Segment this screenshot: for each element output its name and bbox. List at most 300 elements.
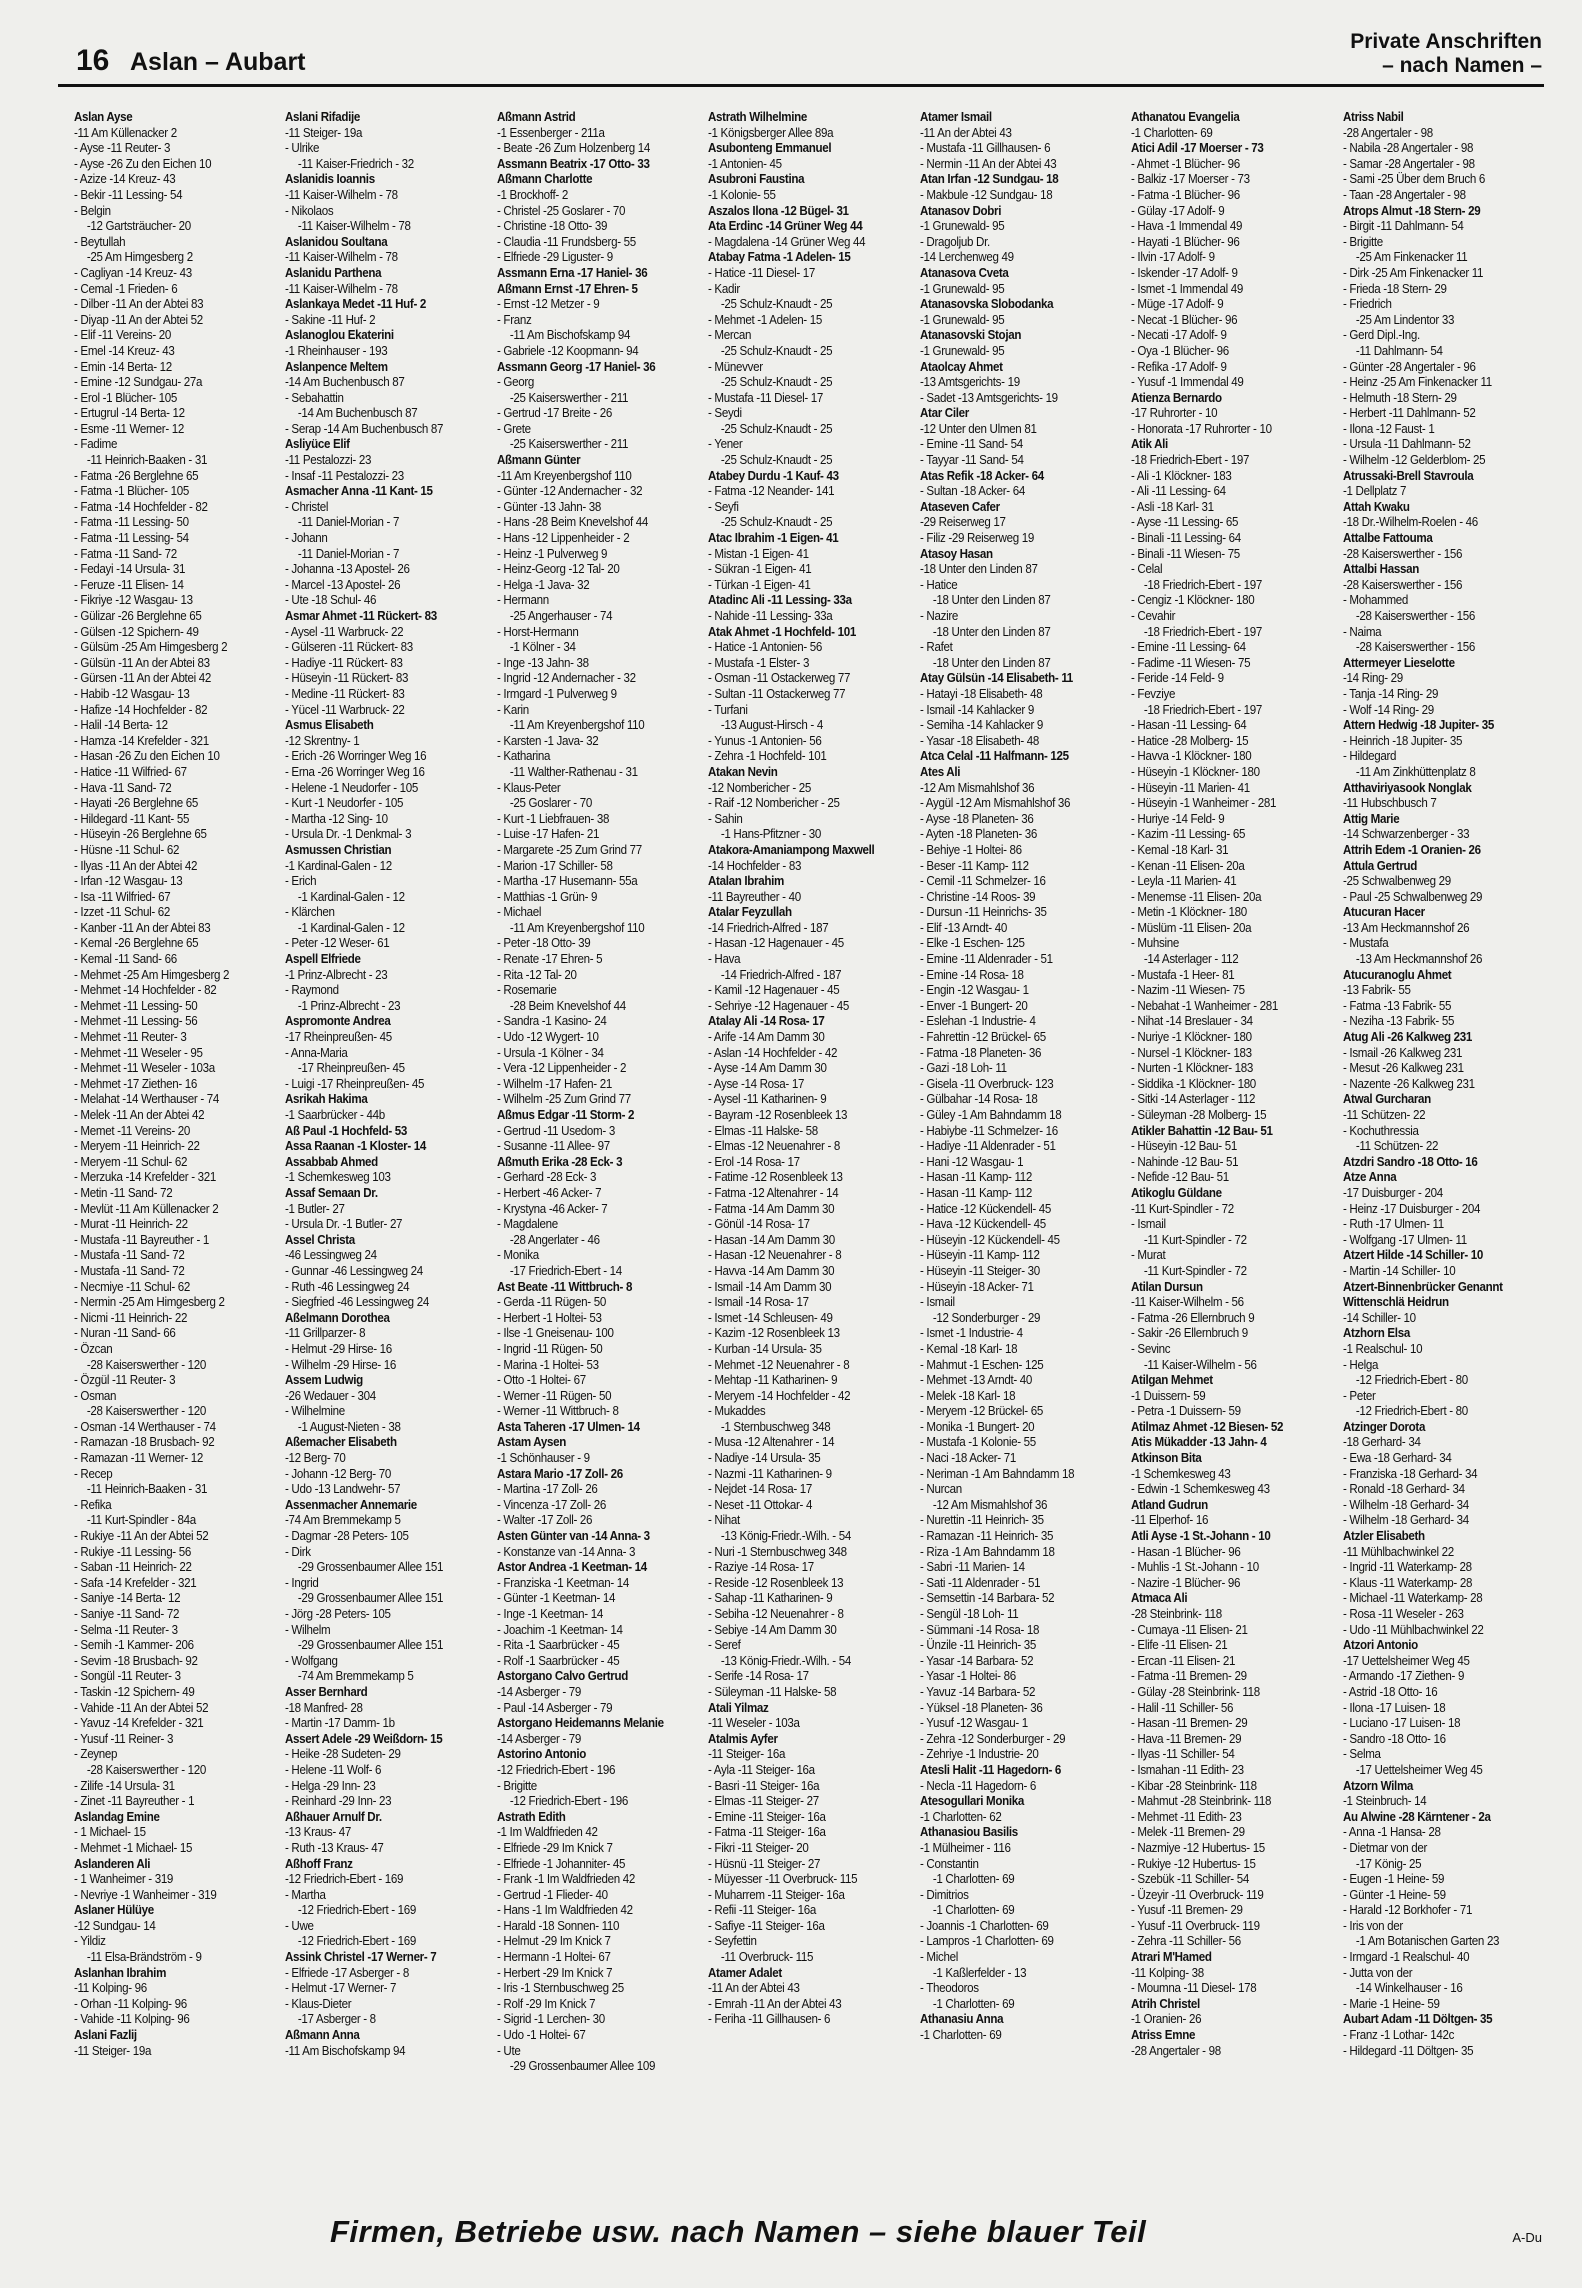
directory-entry: - Günter -13 Jahn- 38: [496, 499, 601, 514]
directory-entry: - Hasan -11 Lessing- 64: [1131, 718, 1247, 733]
surname-heading: Aslanidou Soultana: [285, 234, 388, 249]
directory-entry: - Havva -14 Am Damm 30: [708, 1263, 835, 1278]
surname-heading: Atrops Almut -18 Stern- 29: [1342, 203, 1480, 218]
directory-entry: - Günter -1 Heine- 59: [1342, 1887, 1446, 1902]
surname-heading: Aslanidis Ioannis: [285, 172, 376, 187]
address-line: -11 Kaiser-Wilhelm - 78: [298, 219, 412, 234]
address-line: -28 Kaiserswerther - 156: [1355, 640, 1475, 655]
directory-entry: - Elfriede -29 Im Knick 7: [496, 1840, 613, 1855]
directory-entry: - Moumna -11 Diesel- 178: [1131, 1981, 1257, 1996]
directory-entry: -11 Kaiser-Wilhelm - 78: [285, 281, 399, 296]
surname-heading: Atar Ciler: [919, 406, 969, 421]
directory-entry: - Fevziye: [1131, 686, 1176, 701]
directory-entry: - Hüsnü -11 Steiger- 27: [708, 1856, 821, 1871]
directory-entry: - Selma -11 Reuter- 3: [74, 1622, 178, 1637]
surname-heading: Atilan Dursun: [1131, 1279, 1203, 1294]
directory-entry: - Fahrettin -12 Brückel- 65: [919, 1030, 1046, 1045]
directory-entry: - Susanne -11 Allee- 97: [496, 1139, 610, 1154]
directory-entry: - Gülsüm -25 Am Himgesberg 2: [74, 640, 228, 655]
surname-heading: Aßhauer Arnulf Dr.: [285, 1809, 383, 1824]
footer-tag: A-Du: [1512, 2230, 1542, 2245]
directory-entry: - Elmas -12 Neuenahrer - 8: [708, 1139, 841, 1154]
directory-entry: - Helene -11 Wolf- 6: [285, 1762, 382, 1777]
directory-entry: - Nazire: [919, 609, 958, 623]
directory-entry: - Ertugrul -14 Berta- 12: [74, 406, 185, 421]
directory-entry: - Helga -1 Java- 32: [496, 577, 590, 592]
surname-heading: Ataseven Cafer: [919, 499, 1000, 514]
address-line: -11 Kurt-Spindler - 72: [1144, 1263, 1247, 1278]
directory-entry: - Müge -17 Adolf- 9: [1131, 297, 1224, 312]
directory-entry: - Claudia -11 Frundsberg- 55: [496, 234, 636, 249]
directory-entry: - Christel: [285, 499, 329, 514]
directory-entry: - Sandro -18 Otto- 16: [1342, 1731, 1446, 1746]
address-line: -13 August-Hirsch - 4: [721, 718, 824, 733]
surname-heading: Assmann Erna -17 Haniel- 36: [496, 265, 648, 280]
directory-entry: - Helmut -29 Im Knick 7: [496, 1934, 611, 1949]
directory-entry: - Ramazan -18 Brusbach- 92: [74, 1435, 215, 1450]
directory-entry: - Yunus -1 Antonien- 56: [708, 733, 822, 748]
directory-entry: -1 Prinz-Albrecht - 23: [285, 967, 388, 982]
directory-entry: - Rukiye -12 Hubertus- 15: [1131, 1856, 1256, 1871]
directory-entry: - Yildiz: [74, 1934, 106, 1949]
directory-entry: -11 Kurt-Spindler - 72: [1131, 1201, 1234, 1216]
address-line: -18 Unter den Linden 87: [932, 655, 1051, 670]
directory-entry: -1 Rheinhauser - 193: [285, 343, 388, 358]
address-line: -1 Am Botanischen Garten 23: [1355, 1934, 1499, 1949]
directory-entry: -11 Schützen- 22: [1342, 1108, 1425, 1122]
address-line: -17 Rheinpreußen- 45: [298, 1061, 406, 1076]
surname-heading: Atabey Durdu -1 Kauf- 43: [708, 468, 839, 483]
address-line: -11 Dahlmann- 54: [1355, 343, 1443, 358]
directory-entry: - Siegfried -46 Lessingweg 24: [285, 1295, 430, 1310]
address-line: -1 Prinz-Albrecht - 23: [298, 998, 401, 1013]
footer-note: Firmen, Betriebe usw. nach Namen – siehe blauer Teil: [330, 2214, 1147, 2249]
directory-entry: - Udo -1 Holtei- 67: [496, 2028, 586, 2043]
surname-heading: Attula Gertrud: [1342, 858, 1417, 873]
directory-entry: - Nurcan: [919, 1482, 962, 1497]
directory-entry: - Fatma -11 Steiger- 16a: [708, 1825, 826, 1840]
directory-entry: - Dietmar von der: [1342, 1840, 1427, 1855]
directory-entry: - Nuri -1 Sternbuschweg 348: [708, 1544, 848, 1559]
surname-heading: Atanasovska Slobodanka: [919, 297, 1054, 312]
directory-entry: - Ismet -1 Industrie- 4: [919, 1326, 1023, 1341]
directory-entry: - Hans -12 Lippenheider - 2: [496, 531, 630, 546]
directory-entry: -1 Butler- 27: [285, 1201, 345, 1216]
directory-entry: - Hermann -1 Holtei- 67: [496, 1950, 611, 1965]
directory-entry: - Vera -12 Lippenheider - 2: [496, 1061, 626, 1076]
directory-entry: - Rolf -29 Im Knick 7: [496, 1996, 596, 2011]
directory-entry: -14 Am Buchenbusch 87: [285, 375, 405, 390]
section-subtitle: – nach Namen –: [1382, 54, 1542, 77]
directory-entry: - Izzet -11 Schul- 62: [74, 905, 171, 920]
directory-entry: - Ute: [496, 2043, 521, 2058]
directory-entry: - Feruze -11 Elisen- 14: [74, 577, 184, 592]
directory-entry: - Martin -14 Schiller- 10: [1342, 1263, 1455, 1278]
directory-entry: - Marion -17 Schiller- 58: [496, 858, 613, 873]
directory-entry: - Ilyas -11 An der Abtei 42: [74, 858, 198, 873]
surname-heading: Aslanpence Meltem: [285, 359, 389, 374]
address-line: -1 August-Nieten - 38: [298, 1419, 402, 1434]
directory-entry: - Hasan -14 Am Damm 30: [708, 1232, 836, 1247]
surname-heading: Asmus Elisabeth: [285, 718, 374, 733]
directory-entry: -11 Kaiser-Wilhelm - 78: [285, 250, 399, 265]
surname-heading: Attah Kwaku: [1342, 499, 1410, 514]
directory-entry: -1 Oranien- 26: [1131, 2012, 1202, 2027]
directory-entry: - Diyap -11 An der Abtei 52: [74, 312, 203, 327]
directory-entry: - Lampros -1 Charlotten- 69: [919, 1934, 1054, 1949]
address-line: -13 König-Friedr.-Wilh. - 54: [721, 1529, 852, 1544]
directory-entry: - Jutta von der: [1342, 1965, 1412, 1980]
directory-entry: - Gabriele -12 Koopmann- 94: [496, 343, 639, 358]
directory-entry: -12 Friedrich-Ebert - 196: [496, 1762, 616, 1777]
directory-entry: - Sahap -11 Katharinen- 9: [708, 1591, 833, 1606]
directory-entry: - Bayram -12 Rosenbleek 13: [708, 1108, 848, 1122]
surname-heading: Atamer Adalet: [708, 1965, 783, 1980]
directory-entry: - Kemal -26 Berglehne 65: [74, 936, 199, 951]
directory-entry: - Hüseyin -1 Klöckner- 180: [1131, 764, 1260, 779]
directory-entry: - Szebük -11 Schiller- 54: [1131, 1872, 1250, 1887]
directory-entry: -11 Am Bischofskamp 94: [285, 2043, 406, 2058]
directory-entry: -1 Mülheimer - 116: [919, 1840, 1011, 1855]
directory-entry: - Hatice -1 Antonien- 56: [708, 640, 823, 655]
directory-entry: - Elife -11 Elisen- 21: [1131, 1638, 1228, 1653]
directory-entry: - Mustafa -11 Bayreuther - 1: [74, 1232, 210, 1247]
directory-entry: -28 Kaiserswerther - 156: [1342, 577, 1462, 592]
directory-entry: - Refii -11 Steiger- 16a: [708, 1903, 817, 1918]
directory-entry: - Marie -1 Heine- 59: [1342, 1996, 1440, 2011]
directory-entry: - Elfriede -29 Liguster- 9: [496, 250, 613, 265]
directory-entry: - Nazmi -11 Katharinen- 9: [708, 1466, 833, 1481]
directory-entry: - Marcel -13 Apostel- 26: [285, 577, 401, 592]
surname-heading: Atzinger Dorota: [1342, 1419, 1425, 1434]
directory-entry: - Siddika -1 Klöckner- 180: [1131, 1076, 1257, 1091]
directory-entry: - Franziska -18 Gerhard- 34: [1342, 1466, 1477, 1481]
address-line: -12 Friedrich-Ebert - 80: [1355, 1404, 1468, 1419]
directory-entry: - Gülseren -11 Rückert- 83: [285, 640, 414, 655]
directory-entry: - Zehra -1 Hochfeld- 101: [708, 749, 827, 764]
directory-entry: - Ayla -11 Steiger- 16a: [708, 1762, 816, 1777]
directory-entry: -11 Elperhof- 16: [1131, 1513, 1209, 1528]
directory-entry: - Monika -1 Bungert- 20: [919, 1419, 1035, 1434]
directory-entry: - Frieda -18 Stern- 29: [1342, 281, 1447, 296]
directory-entry: - Taskin -12 Spichern- 49: [74, 1684, 195, 1699]
directory-entry: - Ali -1 Klöckner- 183: [1131, 468, 1232, 483]
directory-entry: - Nevriye -1 Wanheimer - 319: [74, 1887, 217, 1902]
surname-heading: Atasoy Hasan: [919, 546, 993, 561]
surname-heading: Atesli Halit -11 Hagedorn- 6: [919, 1762, 1061, 1777]
directory-entry: - Irmgard -1 Realschul- 40: [1342, 1950, 1469, 1965]
directory-entry: - Binali -11 Wiesen- 75: [1131, 546, 1241, 561]
directory-entry: - Peter -12 Weser- 61: [285, 936, 390, 951]
directory-entry: - Karsten -1 Java- 32: [496, 733, 599, 748]
directory-entry: -11 An der Abtei 43: [919, 125, 1012, 140]
directory-entry: - Gülbahar -14 Rosa- 18: [919, 1092, 1038, 1107]
address-line: -11 Daniel-Morian - 7: [298, 515, 400, 530]
directory-entry: - Filiz -29 Reiserweg 19: [919, 531, 1034, 546]
directory-entry: - Wolfgang: [285, 1653, 339, 1668]
directory-entry: - Saban -11 Heinrich- 22: [74, 1560, 192, 1575]
surname-heading: Atalay Ali -14 Rosa- 17: [708, 1014, 825, 1029]
directory-entry: - Ursula Dr. -1 Butler- 27: [285, 1217, 403, 1232]
directory-entry: - Georg: [496, 375, 534, 390]
surname-heading: Atzorn Wilma: [1342, 1778, 1413, 1793]
directory-entry: - Günter -28 Angertaler - 96: [1342, 359, 1476, 374]
directory-entry: -1 Essenberger - 211a: [496, 125, 605, 140]
surname-heading: Atabay Fatma -1 Adelen- 15: [708, 250, 851, 265]
directory-entry: - Ursula -11 Dahlmann- 52: [1342, 437, 1471, 452]
directory-entry: - Ingrid: [285, 1575, 319, 1590]
address-line: -29 Grossenbaumer Allee 109: [509, 2059, 655, 2074]
directory-entry: - Semsettin -14 Barbara- 52: [919, 1591, 1054, 1606]
directory-entry: - Edwin -1 Schemkesweg 43: [1131, 1482, 1270, 1497]
directory-entry: - Ali -11 Lessing- 64: [1131, 484, 1226, 499]
directory-entry: - Kazim -11 Lessing- 65: [1131, 827, 1246, 842]
directory-entry: - Helmut -17 Werner- 7: [285, 1981, 397, 1996]
directory-entry: - Fikriye -12 Wasgau- 13: [74, 593, 193, 608]
directory-entry: - Hüseyin -1 Wanheimer - 281: [1131, 796, 1277, 811]
surname-heading: Aßmuth Erika -28 Eck- 3: [496, 1154, 623, 1169]
directory-entry: -28 Kaiserswerther - 156: [1342, 546, 1462, 561]
directory-entry: - Rita -12 Tal- 20: [496, 967, 577, 982]
directory-entry: - Hafize -14 Hochfelder - 82: [74, 702, 208, 717]
address-line: -25 Schulz-Knaudt - 25: [721, 515, 833, 530]
directory-entry: - Vahide -11 Kolping- 96: [74, 2012, 190, 2027]
surname-heading: Aß Paul -1 Hochfeld- 53: [285, 1123, 408, 1138]
directory-entry: - Uwe: [285, 1918, 315, 1933]
directory-entry: - Hans -28 Beim Knevelshof 44: [496, 515, 648, 530]
directory-entry: - Yusuf -11 Overbruck- 119: [1131, 1918, 1260, 1933]
address-line: -11 Kaiser-Wilhelm - 56: [1144, 1357, 1257, 1372]
directory-entry: - Udo -12 Wygert- 10: [496, 1030, 599, 1045]
directory-entry: -11 Am Küllenacker 2: [74, 125, 177, 140]
directory-entry: - Elif -11 Vereins- 20: [74, 328, 172, 343]
address-line: -28 Kaiserswerther - 120: [86, 1357, 207, 1372]
directory-entry: - Müyesser -11 Overbruck- 115: [708, 1872, 858, 1887]
directory-entry: - Nejdet -14 Rosa- 17: [708, 1482, 813, 1497]
directory-entry: - Nazim -11 Wiesen- 75: [1131, 983, 1245, 998]
directory-entry: - Dirk -25 Am Finkenacker 11: [1342, 265, 1483, 280]
address-line: -13 Am Heckmannshof 26: [1355, 952, 1482, 967]
directory-entry: - Herbert -11 Dahlmann- 52: [1342, 406, 1476, 421]
surname-heading: Atilgan Mehmet: [1131, 1373, 1213, 1388]
surname-heading: Atland Gudrun: [1131, 1497, 1209, 1512]
surname-heading: Athanasiou Basilis: [919, 1825, 1018, 1840]
directory-entry: - Yener: [708, 437, 743, 452]
directory-entry: - Krystyna -46 Acker- 7: [496, 1201, 608, 1216]
directory-entry: - Zehriye -1 Industrie- 20: [919, 1747, 1039, 1762]
directory-entry: - Taan -28 Angertaler - 98: [1342, 187, 1466, 202]
directory-entry: - Heinz -17 Duisburger - 204: [1342, 1201, 1480, 1216]
directory-entry: - Ursula Dr. -1 Denkmal- 3: [285, 827, 412, 842]
address-line: -12 Friedrich-Ebert - 196: [509, 1794, 628, 1809]
directory-entry: - Mehtap -11 Katharinen- 9: [708, 1373, 838, 1388]
directory-entry: - Johanna -13 Apostel- 26: [285, 562, 411, 577]
address-line: -11 Am Kreyenbergshof 110: [509, 920, 645, 935]
directory-entry: - Heinz-Georg -12 Tal- 20: [496, 562, 620, 577]
directory-entry: - Gazi -18 Loh- 11: [919, 1061, 1007, 1076]
directory-entry: - Nebahat -1 Wanheimer - 281: [1131, 998, 1279, 1013]
directory-entry: - Ilse -1 Gneisenau- 100: [496, 1326, 614, 1341]
address-line: -25 Schulz-Knaudt - 25: [721, 421, 833, 436]
address-line: -1 Sternbuschweg 348: [721, 1419, 831, 1434]
surname-heading: Atay Gülsün -14 Elisabeth- 11: [919, 671, 1073, 686]
directory-entry: - Ahmet -1 Blücher- 96: [1131, 156, 1240, 171]
surname-heading: Ast Beate -11 Wittbruch- 8: [496, 1279, 632, 1294]
directory-entry: - Hatayi -18 Elisabeth- 48: [919, 686, 1043, 701]
directory-entry: -1 Charlotten- 69: [1131, 125, 1213, 140]
directory-entry: - Hatice -12 Kückendell- 45: [919, 1201, 1051, 1216]
address-line: -25 Am Himgesberg 2: [86, 250, 193, 265]
directory-entry: - Franz -1 Lothar- 142c: [1342, 2028, 1454, 2043]
surname-heading: Atac Ibrahim -1 Eigen- 41: [708, 531, 839, 546]
directory-entry: - Mehmet -11 Lessing- 50: [74, 998, 198, 1013]
directory-entry: - Mohammed: [1342, 593, 1408, 608]
directory-entry: - Nazente -26 Kalkweg 231: [1342, 1076, 1475, 1091]
page-range: Aslan – Aubart: [130, 48, 306, 76]
directory-entry: -1 Antonien- 45: [708, 156, 783, 171]
directory-entry: - Renate -17 Ehren- 5: [496, 952, 603, 967]
surname-heading: Asubroni Faustina: [708, 172, 805, 187]
directory-entry: - Ercan -11 Elisen- 21: [1131, 1653, 1236, 1668]
address-line: -25 Am Finkenacker 11: [1355, 250, 1467, 265]
surname-heading: Atis Mükadder -13 Jahn- 4: [1131, 1435, 1267, 1450]
directory-entry: -11 Steiger- 19a: [285, 125, 363, 140]
directory-entry: - Wilhelm -29 Hirse- 16: [285, 1357, 397, 1372]
directory-entry: - Luigi -17 Rheinpreußen- 45: [285, 1076, 425, 1091]
directory-entry: -14 Lerchenweg 49: [919, 250, 1014, 265]
directory-entry: -13 Kraus- 47: [285, 1825, 352, 1840]
directory-entry: - Hamza -14 Krefelder - 321: [74, 733, 209, 748]
directory-entry: - Fatma -26 Berglehne 65: [74, 468, 199, 483]
directory-entry: - Kibar -28 Steinbrink- 118: [1131, 1778, 1257, 1793]
directory-entry: - Bekir -11 Lessing- 54: [74, 187, 183, 202]
directory-entry: - Gülay -28 Steinbrink- 118: [1131, 1684, 1261, 1699]
directory-entry: - Dimitrios: [919, 1887, 969, 1902]
directory-entry: - Süleyman -11 Halske- 58: [708, 1684, 837, 1699]
directory-entry: - Memet -11 Vereins- 20: [74, 1123, 191, 1138]
address-line: -11 Overbruck- 115: [721, 1950, 814, 1965]
address-line: -18 Unter den Linden 87: [932, 624, 1051, 639]
directory-entry: - Harald -12 Borkhofer - 71: [1342, 1903, 1472, 1918]
directory-entry: - Michael -11 Waterkamp- 28: [1342, 1591, 1482, 1606]
directory-entry: - Kemal -18 Karl- 18: [919, 1341, 1017, 1356]
directory-entry: - Brigitte: [496, 1778, 537, 1793]
address-line: -11 Am Bischofskamp 94: [509, 328, 630, 343]
surname-heading: Aslanhan Ibrahim: [74, 1965, 167, 1980]
directory-entry: - Sehriye -12 Hagenauer - 45: [708, 998, 850, 1013]
address-line: -11 Daniel-Morian - 7: [298, 546, 400, 561]
directory-entry: - Hava -12 Kückendell- 45: [919, 1217, 1046, 1232]
directory-entry: - Nurten -1 Klöckner- 183: [1131, 1061, 1254, 1076]
address-line: -11 Am Kreyenbergshof 110: [509, 718, 645, 733]
directory-entry: - Mehmet -11 Weseler - 103a: [74, 1061, 215, 1076]
directory-entry: - Helga -29 Inn- 23: [285, 1778, 376, 1793]
surname-heading: Atucuranoglu Ahmet: [1342, 967, 1451, 982]
surname-heading: Astam Aysen: [496, 1435, 566, 1450]
address-line: -28 Kaiserswerther - 120: [86, 1762, 207, 1777]
directory-entry: - Martina -17 Zoll- 26: [496, 1482, 598, 1497]
column-3: [497, 110, 698, 2170]
directory-entry: - Kemal -11 Sand- 66: [74, 952, 177, 967]
directory-entry: - Necat -1 Blücher- 96: [1131, 312, 1238, 327]
directory-entry: - Mustafa -1 Elster- 3: [708, 655, 810, 670]
directory-entry: - Celal: [1131, 562, 1163, 577]
directory-entry: - Michel: [919, 1950, 958, 1965]
directory-entry: - Gisela -11 Overbruck- 123: [919, 1076, 1054, 1091]
directory-entry: - Meryem -11 Heinrich- 22: [74, 1139, 200, 1154]
directory-entry: -18 Friedrich-Ebert - 197: [1131, 453, 1250, 468]
directory-entry: - Muhlis -1 St.-Johann - 10: [1131, 1560, 1259, 1575]
directory-entry: -1 Realschul- 10: [1342, 1341, 1422, 1356]
directory-entry: - Tanja -14 Ring- 29: [1342, 686, 1438, 701]
directory-entry: - Feride -14 Feld- 9: [1131, 671, 1224, 686]
directory-entry: - Elke -1 Eschen- 125: [919, 936, 1025, 951]
directory-entry: - Fatma -11 Sand- 72: [74, 546, 177, 561]
address-line: -74 Am Bremmekamp 5: [298, 1669, 414, 1684]
directory-entry: -74 Am Bremmekamp 5: [285, 1513, 402, 1528]
surname-heading: Atriss Nabil: [1342, 110, 1404, 124]
directory-entry: - Sigrid -1 Lerchen- 30: [496, 2012, 605, 2027]
surname-heading: Ates Ali: [919, 764, 960, 779]
directory-entry: - Kurt -1 Liebfrauen- 38: [496, 811, 609, 826]
address-line: -12 Am Mismahlshof 36: [932, 1497, 1047, 1512]
directory-entry: -17 Duisburger - 204: [1342, 1185, 1443, 1200]
directory-entry: - Fatma -1 Blücher- 96: [1131, 187, 1240, 202]
directory-entry: - Constantin: [919, 1856, 979, 1871]
directory-entry: - Ayse -11 Lessing- 65: [1131, 515, 1239, 530]
directory-entry: - Cengiz -1 Klöckner- 180: [1131, 593, 1255, 608]
directory-entry: -11 Weseler - 103a: [708, 1716, 800, 1731]
surname-heading: Attermeyer Lieselotte: [1342, 655, 1455, 670]
directory-entry: - Dilber -11 An der Abtei 83: [74, 297, 204, 312]
directory-entry: - Friedrich: [1342, 297, 1392, 312]
directory-entry: - Sebiye -14 Am Damm 30: [708, 1622, 837, 1637]
directory-entry: - Dagmar -28 Peters- 105: [285, 1529, 410, 1544]
directory-entry: - Iskender -17 Adolf- 9: [1131, 265, 1238, 280]
address-line: -17 Uettelsheimer Weg 45: [1355, 1762, 1483, 1777]
address-line: -11 Kurt-Spindler - 72: [1144, 1232, 1247, 1247]
directory-entry: - Hüseyin -11 Steiger- 30: [919, 1263, 1040, 1278]
address-line: -25 Schulz-Knaudt - 25: [721, 297, 833, 312]
directory-entry: - Habib -12 Wasgau- 13: [74, 686, 190, 701]
surname-heading: Atwal Gurcharan: [1342, 1092, 1431, 1107]
directory-entry: - Sakir -26 Ellernbruch 9: [1131, 1326, 1249, 1341]
directory-entry: - Martha: [285, 1887, 326, 1902]
directory-entry: - Jörg -28 Peters- 105: [285, 1607, 392, 1621]
directory-entry: - Insaf -11 Pestalozzi- 23: [285, 468, 405, 483]
directory-entry: - Neziha -13 Fabrik- 55: [1342, 1014, 1454, 1029]
address-line: -11 Heinrich-Baaken - 31: [86, 453, 208, 468]
directory-entry: -17 Ruhrorter - 10: [1131, 406, 1218, 421]
directory-entry: - Mesut -26 Kalkweg 231: [1342, 1061, 1464, 1076]
address-line: -1 Hans-Pfitzner - 30: [721, 827, 822, 842]
directory-entry: -18 Manfred- 28: [285, 1700, 364, 1715]
directory-entry: - Mehmet -11 Edith- 23: [1131, 1809, 1242, 1824]
surname-heading: Atca Celal -11 Halfmann- 125: [919, 749, 1069, 764]
address-line: -28 Kaiserswerther - 120: [86, 1404, 207, 1419]
directory-entry: - Gülsen -12 Spichern- 49: [74, 624, 199, 639]
directory-entry: - Vincenza -17 Zoll- 26: [496, 1497, 606, 1512]
directory-entry: - Mustafa -11 Diesel- 17: [708, 390, 824, 405]
directory-entry: - Fatma -11 Lessing- 50: [74, 515, 189, 530]
surname-heading: Asta Taheren -17 Ulmen- 14: [496, 1419, 640, 1434]
address-line: -25 Schulz-Knaudt - 25: [721, 375, 833, 390]
directory-entry: - Mahmut -28 Steinbrink- 118: [1131, 1794, 1272, 1809]
directory-entry: - Naima: [1342, 624, 1381, 639]
directory-entry: - Erich: [285, 874, 317, 889]
surname-heading: Atkinson Bita: [1131, 1451, 1202, 1466]
address-line: -11 Elsa-Brändström - 9: [86, 1950, 202, 1965]
